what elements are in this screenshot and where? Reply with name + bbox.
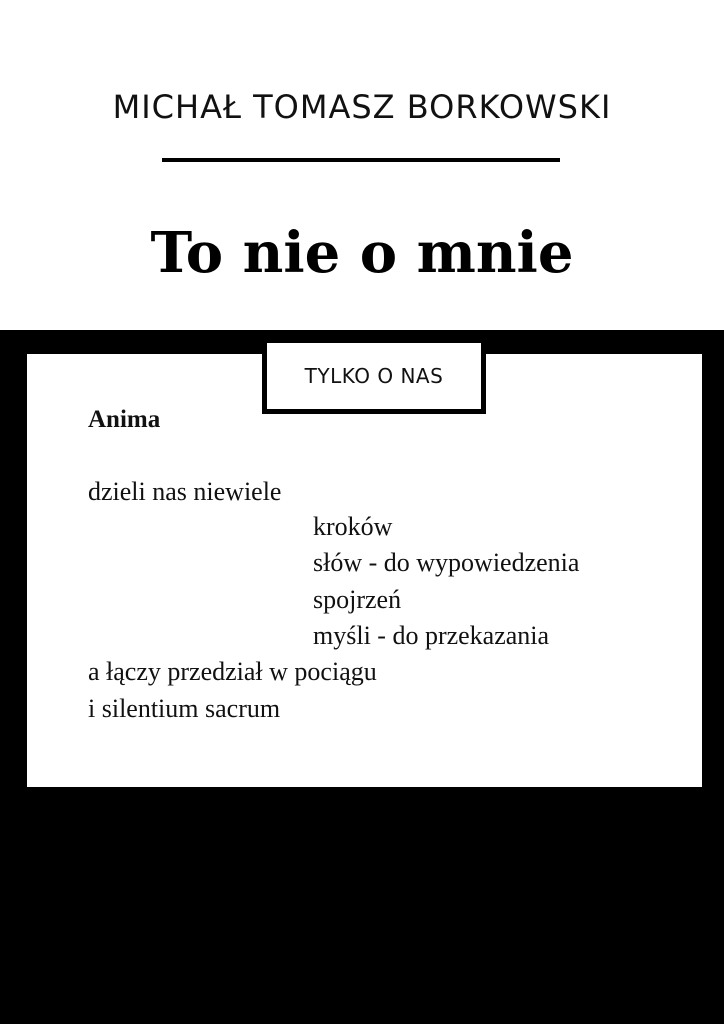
author-name: MICHAŁ TOMASZ BORKOWSKI: [112, 88, 612, 126]
subtitle-box: [262, 338, 486, 414]
poem-line: a łączy przedział w pociągu: [88, 657, 377, 686]
poem-line: spojrzeń: [313, 585, 402, 614]
book-title: To nie o mnie: [150, 220, 574, 286]
poem-line: słów - do wypowiedzenia: [313, 548, 580, 577]
poem-line: dzieli nas niewiele: [88, 477, 282, 506]
subtitle-text: TYLKO O NAS: [304, 364, 444, 388]
poem-line: kroków: [313, 512, 393, 541]
poem-line: myśli - do przekazania: [313, 621, 550, 650]
divider-line: [162, 158, 560, 162]
poem-line: i silentium sacrum: [88, 694, 281, 723]
poem-title: Anima: [88, 406, 161, 433]
